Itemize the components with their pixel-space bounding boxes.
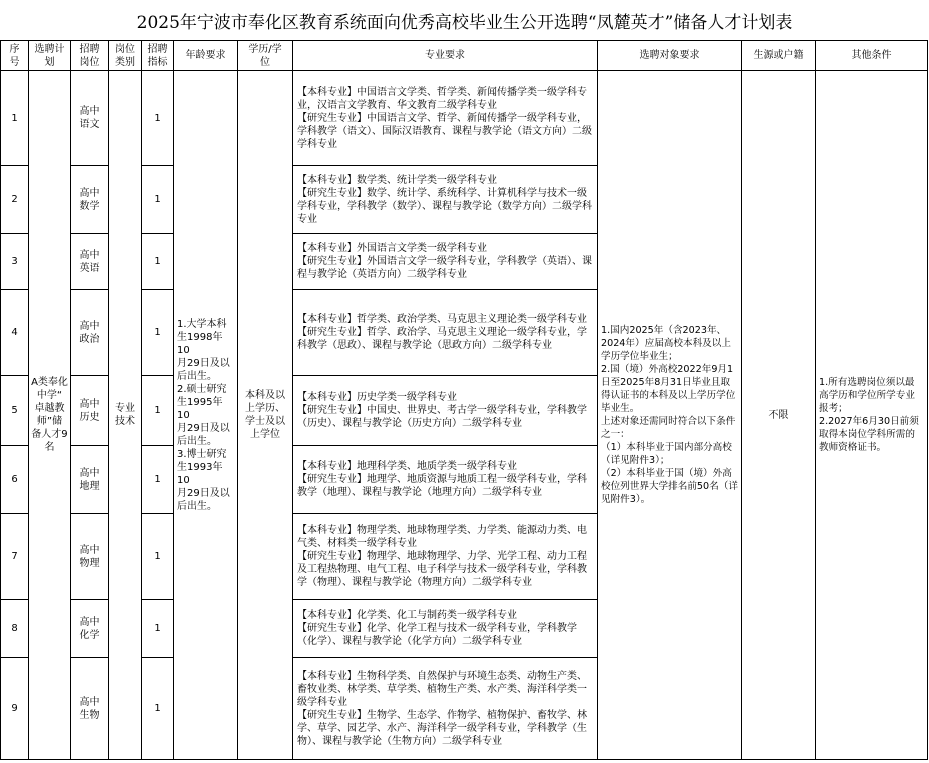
- quota: 1: [142, 376, 174, 446]
- major-requirement: 【本科专业】中国语言文学类、哲学类、新闻传播学类一级学科专业，汉语言文学教育、华文教育二级学科专业 【研究生专业】中国语言文学、哲学、新闻传播学一级学科专业，学科教学（语文）、国际汉语教育、课程与教学论（语文方向）二级学科专业: [293, 71, 598, 166]
- header-target: 选聘对象要求: [598, 41, 742, 71]
- header-age: 年龄要求: [174, 41, 238, 71]
- row-number: 3: [1, 234, 29, 290]
- row-number: 7: [1, 514, 29, 600]
- origin-cell: 不限: [742, 71, 816, 760]
- quota: 1: [142, 71, 174, 166]
- post-name: 高中 政治: [71, 290, 109, 376]
- header-origin: 生源或户籍: [742, 41, 816, 71]
- age-requirement-cell: 1.大学本科 生1998年10 月29日及以 后出生。 2.硕士研究 生1995年10 月29日及以 后出生。 3.博士研究 生1993年10 月29日及以 后出生。: [174, 71, 238, 760]
- target-requirement-cell: 1.国内2025年（含2023年、2024年）应届高校本科及以上学历学位毕业生； 2.国（境）外高校2022年9月1日至2025年8月31日毕业且取得认证书的本科及以上学历学位毕业生。 上述对象还需同时符合以下条件之一： （1）本科毕业于国内部分高校（详见附件3）； （2）本科毕业于国（境）外高校位列世界大学排名前50名（详见附件3）。: [598, 71, 742, 760]
- quota: 1: [142, 166, 174, 234]
- major-requirement: 【本科专业】历史学类一级学科专业 【研究生专业】中国史、世界史、考古学一级学科专业，学科教学（历史）、课程与教学论（历史方向）二级学科专业: [293, 376, 598, 446]
- row-number: 1: [1, 71, 29, 166]
- row-number: 6: [1, 446, 29, 514]
- header-post: 招聘 岗位: [71, 41, 109, 71]
- row-number: 4: [1, 290, 29, 376]
- row-number: 9: [1, 658, 29, 760]
- header-other: 其他条件: [816, 41, 928, 71]
- row-number: 5: [1, 376, 29, 446]
- header-row: [1, 41, 928, 71]
- other-conditions-cell: 1.所有选聘岗位须以最高学历和学位所学专业报考； 2.2027年6月30日前须取得本岗位学科所需的教师资格证书。: [816, 71, 928, 760]
- post-name: 高中 化学: [71, 600, 109, 658]
- quota: 1: [142, 514, 174, 600]
- post-category-cell: 专业 技术: [109, 71, 142, 760]
- header-degree: 学历/学 位: [238, 41, 293, 71]
- post-name: 高中 物理: [71, 514, 109, 600]
- major-requirement: 【本科专业】化学类、化工与制药类一级学科专业 【研究生专业】化学、化学工程与技术一级学科专业，学科教学（化学）、课程与教学论（化学方向）二级学科专业: [293, 600, 598, 658]
- table-row: [1, 71, 928, 166]
- post-name: 高中 地理: [71, 446, 109, 514]
- selection-plan-cell: A类奉化 中学“ 卓越教 师”储 备人才9 名: [29, 71, 71, 760]
- post-name: 高中 英语: [71, 234, 109, 290]
- quota: 1: [142, 234, 174, 290]
- quota: 1: [142, 446, 174, 514]
- header-category: 岗位 类别: [109, 41, 142, 71]
- recruitment-plan-table: [0, 40, 928, 760]
- major-requirement: 【本科专业】哲学类、政治学类、马克思主义理论类一级学科专业 【研究生专业】哲学、政治学、马克思主义理论一级学科专业，学科教学（思政）、课程与教学论（思政方向）二级学科专业: [293, 290, 598, 376]
- major-requirement: 【本科专业】地理科学类、地质学类一级学科专业 【研究生专业】地理学、地质资源与地质工程一级学科专业，学科教学（地理）、课程与教学论（地理方向）二级学科专业: [293, 446, 598, 514]
- quota: 1: [142, 658, 174, 760]
- header-quota: 招聘 指标: [142, 41, 174, 71]
- quota: 1: [142, 290, 174, 376]
- row-number: 2: [1, 166, 29, 234]
- row-number: 8: [1, 600, 29, 658]
- post-name: 高中 历史: [71, 376, 109, 446]
- major-requirement: 【本科专业】数学类、统计学类一级学科专业 【研究生专业】数学、统计学、系统科学、计算机科学与技术一级学科专业，学科教学（数学）、课程与教学论（数学方向）二级学科专业: [293, 166, 598, 234]
- header-plan: 选聘计 划: [29, 41, 71, 71]
- post-name: 高中 生物: [71, 658, 109, 760]
- post-name: 高中 语文: [71, 71, 109, 166]
- quota: 1: [142, 600, 174, 658]
- header-no: 序 号: [1, 41, 29, 71]
- degree-requirement-cell: 本科及以 上学历、 学士及以 上学位: [238, 71, 293, 760]
- major-requirement: 【本科专业】外国语言文学类一级学科专业 【研究生专业】外国语言文学一级学科专业，学科教学（英语）、课程与教学论（英语方向）二级学科专业: [293, 234, 598, 290]
- header-major: 专业要求: [293, 41, 598, 71]
- page-title: 2025年宁波市奉化区教育系统面向优秀高校毕业生公开选聘“凤麓英才”储备人才计划表: [136, 12, 793, 33]
- post-name: 高中 数学: [71, 166, 109, 234]
- major-requirement: 【本科专业】生物科学类、自然保护与环境生态类、动物生产类、畜牧业类、林学类、草学类、植物生产类、水产类、海洋科学类一级学科专业 【研究生专业】生物学、生态学、作物学、植物保护、畜牧学、林学、草学、园艺学、水产、海洋科学一级学科专业，学科教学（生物）、课程与教学论（生物方向）二级学科专业: [293, 658, 598, 760]
- major-requirement: 【本科专业】物理学类、地球物理学类、力学类、能源动力类、电气类、材料类一级学科专业 【研究生专业】物理学、地球物理学、力学、光学工程、动力工程及工程热物理、电气工程、电子科学与技术一级学科专业，学科教学（物理）、课程与教学论（物理方向）二级学科专业: [293, 514, 598, 600]
